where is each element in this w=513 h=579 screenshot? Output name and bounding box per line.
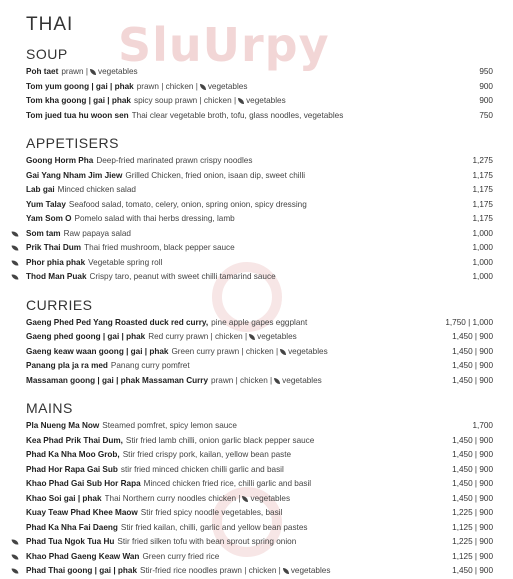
vegetarian-leaf-icon: [12, 245, 19, 252]
item-description: [58, 183, 421, 198]
item-price: 1,175: [472, 170, 493, 180]
vegetarian-leaf-icon: [12, 274, 19, 281]
item-description-text: Stir-fried rice noodles prawn | chicken |: [140, 566, 281, 575]
item-description-text: vegetables: [250, 493, 291, 503]
item-description-text: Grilled Chicken, fried onion, isaan dip, sweet chilli: [125, 170, 306, 180]
vegetarian-leaf-icon: [274, 378, 280, 384]
menu-item: [26, 492, 493, 507]
item-description: [69, 198, 421, 213]
vegetarian-leaf-icon: [12, 259, 19, 266]
menu-title: THAI: [26, 14, 74, 35]
item-name: Gaeng phed goong | gai | phak: [26, 332, 146, 341]
item-description-text: vegetables: [207, 81, 248, 91]
item-name: Yam Som O: [26, 214, 72, 223]
item-description: [102, 419, 421, 434]
menu-item: [26, 183, 493, 198]
item-name: Khao Soi gai | phak: [26, 493, 102, 503]
menu-section: [26, 135, 493, 285]
item-price: 1,000: [472, 243, 493, 252]
item-price: 1,450 | 900: [452, 450, 493, 459]
item-description-text: Thai Northern curry noodles chicken |: [104, 493, 241, 503]
menu-item: [26, 345, 493, 360]
menu-section: [26, 400, 493, 579]
menu-item: [26, 65, 493, 80]
item-name: Phad Tua Ngok Tua Hu: [26, 537, 115, 546]
item-description-text: Deep-fried marinated prawn crispy noodles: [96, 156, 253, 165]
vegetarian-leaf-icon: [242, 496, 248, 502]
menu-item: [26, 535, 493, 550]
item-name: Massaman goong | gai | phak Massaman Curry: [26, 375, 209, 385]
item-description-text: Thai fried mushroom, black pepper sauce: [84, 243, 235, 252]
item-price: 1,450 | 900: [452, 332, 493, 341]
menu-item: [26, 154, 493, 169]
item-description-text: spicy soup prawn | chicken |: [133, 96, 237, 105]
item-name: Goong Horm Pha: [26, 156, 94, 165]
item-description-text: Stir fried silken tofu with bean sprout spring onion: [117, 537, 297, 546]
item-description: [84, 241, 421, 256]
menu-item: [26, 506, 493, 521]
item-name: Phad Thai goong | gai | phak: [26, 566, 138, 575]
item-description-text: stir fried minced chicken chilli garlic and basil: [120, 464, 284, 474]
item-description-text: Pomelo salad with thai herbs dressing, lamb: [74, 214, 235, 223]
item-description-text: vegetables: [246, 96, 286, 105]
item-price: 1,175: [472, 185, 493, 194]
item-description-text: vegetables: [290, 566, 331, 575]
item-description-text: Vegetable spring roll: [88, 257, 163, 267]
item-price: 1,450 | 900: [452, 566, 493, 575]
item-description: [123, 448, 421, 463]
item-name: Gaeng Phed Ped Yang Roasted duck red curry,: [26, 317, 209, 327]
item-price: 1,000: [472, 228, 493, 238]
item-price: 1,450 | 900: [452, 479, 493, 488]
item-name: Kea Phad Prik Thai Dum,: [26, 435, 123, 445]
item-price: 1,000: [472, 272, 493, 281]
item-price: 1,175: [472, 199, 493, 209]
item-price: 1,125 | 900: [452, 551, 493, 561]
item-description-text: Panang curry pomfret: [110, 361, 190, 370]
menu-item: [26, 550, 493, 565]
item-name: Tom kha goong | gai | phak: [26, 96, 131, 105]
menu-item: [26, 241, 493, 256]
menu-section: [26, 297, 493, 389]
item-price: 900: [479, 96, 493, 105]
vegetarian-leaf-icon: [90, 69, 96, 75]
item-description-text: Thai clear vegetable broth, tofu, glass noodles, vegetables: [131, 110, 344, 120]
menu-item: [26, 270, 493, 285]
item-description: [75, 212, 421, 227]
item-description-text: vegetables: [98, 67, 138, 76]
vegetarian-leaf-icon: [12, 553, 19, 560]
item-description-text: vegetables: [288, 346, 328, 356]
item-description-text: Stir fried crispy pork, kailan, yellow bean paste: [122, 450, 292, 459]
item-description-text: pine apple gapes eggplant: [211, 317, 308, 327]
item-name: Khao Phad Gaeng Keaw Wan: [26, 551, 140, 561]
item-name: Panang pla ja ra med: [26, 361, 108, 370]
watermark-logo: SluUrpy: [118, 18, 330, 72]
item-name: Khao Phad Gai Sub Hor Rapa: [26, 479, 141, 488]
vegetarian-leaf-icon: [12, 230, 19, 237]
item-name: Poh taet: [26, 67, 59, 76]
item-price: 1,750 | 1,000: [445, 317, 493, 327]
section-title: SOUP: [26, 46, 68, 62]
item-price: 1,275: [472, 156, 493, 165]
vegetarian-leaf-icon: [249, 334, 255, 340]
item-description-text: Green curry prawn | chicken |: [171, 346, 279, 356]
menu-item: [26, 419, 493, 434]
vegetarian-leaf-icon: [283, 568, 289, 574]
menu-item: [26, 448, 493, 463]
item-description: [121, 521, 421, 536]
menu-item: [26, 477, 493, 492]
item-price: 1,000: [472, 257, 493, 267]
item-name: Prik Thai Dum: [26, 243, 82, 252]
item-description: [117, 535, 421, 550]
item-description-text: Seafood salad, tomato, celery, onion, spring onion, spicy dressing: [68, 199, 307, 209]
section-title: CURRIES: [26, 296, 93, 313]
item-price: 1,450 | 900: [452, 375, 493, 385]
item-name: Tom yum goong | gai | phak: [26, 81, 134, 91]
item-description-text: vegetables: [257, 332, 297, 341]
menu-item: [26, 109, 493, 124]
section-title: APPETISERS: [26, 135, 119, 151]
vegetarian-leaf-icon: [12, 539, 19, 546]
item-description: [211, 316, 421, 331]
item-description-text: prawn | chicken |: [211, 375, 273, 385]
item-name: Gai Yang Nham Jim Jiew: [26, 170, 123, 180]
menu-item: [26, 212, 493, 227]
menu-item: [26, 564, 493, 579]
menu-item: [26, 374, 493, 389]
item-price: 950: [479, 67, 493, 76]
item-name: Pla Nueng Ma Now: [26, 421, 100, 430]
vegetarian-leaf-icon: [238, 98, 244, 104]
item-name: Phad Hor Rapa Gai Sub: [26, 464, 118, 474]
item-name: Gaeng keaw waan goong | gai | phak: [26, 346, 169, 356]
item-price: 1,225 | 900: [452, 508, 493, 517]
item-description: [61, 65, 421, 80]
item-description: [96, 154, 421, 169]
item-description-text: Raw papaya salad: [63, 228, 131, 238]
menu-section: [26, 46, 493, 123]
menu-item: [26, 94, 493, 109]
menu-item: [26, 434, 493, 449]
item-description-text: Stir fried spicy noodle vegetables, basil: [140, 508, 283, 517]
item-name: Yum Talay: [26, 199, 66, 209]
item-name: Kuay Teaw Phad Khee Maow: [26, 508, 138, 517]
item-description-text: prawn |: [61, 67, 89, 76]
menu-item: [26, 256, 493, 271]
menu-sections: [26, 46, 493, 579]
vegetarian-leaf-icon: [12, 568, 19, 575]
item-description: [134, 94, 421, 109]
item-name: Tom jued tua hu woon sen: [26, 110, 129, 120]
item-description: [132, 109, 421, 124]
item-description-text: Steamed pomfret, spicy lemon sauce: [102, 421, 237, 430]
item-description: [148, 330, 421, 345]
vegetarian-leaf-icon: [200, 84, 206, 90]
menu-item: [26, 463, 493, 478]
item-description-text: Crispy taro, peanut with sweet chilli tamarind sauce: [89, 272, 276, 281]
menu-item: [26, 198, 493, 213]
menu-item: [26, 330, 493, 345]
item-name: Som tam: [26, 228, 61, 238]
item-description-text: Stir fried lamb chilli, onion garlic black pepper sauce: [125, 435, 315, 445]
item-description-text: Green curry fried rice: [142, 551, 220, 561]
item-name: Phor phia phak: [26, 257, 86, 267]
item-description: [142, 550, 421, 565]
item-price: 1,450 | 900: [452, 464, 493, 474]
menu-item: [26, 521, 493, 536]
item-description: [90, 270, 422, 285]
item-description: [211, 374, 421, 389]
item-price: 750: [479, 110, 493, 120]
item-price: 1,175: [472, 214, 493, 223]
item-description: [125, 169, 421, 184]
item-description-text: Minced chicken fried rice, chilli garlic and basil: [143, 479, 312, 488]
item-description-text: vegetables: [282, 375, 322, 385]
item-price: 1,450 | 900: [452, 361, 493, 370]
item-name: Thod Man Puak: [26, 272, 87, 281]
item-price: 900: [479, 81, 493, 91]
item-description: [144, 477, 421, 492]
item-description-text: Stir fried kailan, chilli, garlic and yellow bean pastes: [120, 522, 308, 532]
item-description: [140, 564, 421, 579]
item-description-text: prawn | chicken |: [136, 81, 198, 91]
item-name: Phad Ka Nha Moo Grob,: [26, 450, 120, 459]
menu-item: [26, 227, 493, 242]
item-description-text: Minced chicken salad: [57, 185, 136, 194]
item-description: [137, 80, 421, 95]
item-name: Lab gai: [26, 185, 55, 194]
menu-item: [26, 359, 493, 374]
item-price: 1,450 | 900: [452, 493, 493, 503]
item-price: 1,450 | 900: [452, 346, 493, 356]
item-name: Phad Ka Nha Fai Daeng: [26, 522, 118, 532]
item-description: [64, 227, 421, 242]
item-description: [141, 506, 421, 521]
item-description: [171, 345, 421, 360]
item-price: 1,125 | 900: [452, 522, 493, 532]
item-description: [121, 463, 421, 478]
item-description: [88, 256, 421, 271]
item-description: [105, 492, 421, 507]
item-price: 1,450 | 900: [452, 435, 493, 445]
item-description-text: Red curry prawn | chicken |: [148, 332, 248, 341]
menu-item: [26, 80, 493, 95]
item-price: 1,225 | 900: [452, 537, 493, 546]
item-description: [111, 359, 421, 374]
item-price: 1,700: [472, 421, 493, 430]
menu-item: [26, 316, 493, 331]
vegetarian-leaf-icon: [280, 349, 286, 355]
section-title: MAINS: [26, 400, 73, 416]
item-description: [126, 434, 421, 449]
menu-item: [26, 169, 493, 184]
